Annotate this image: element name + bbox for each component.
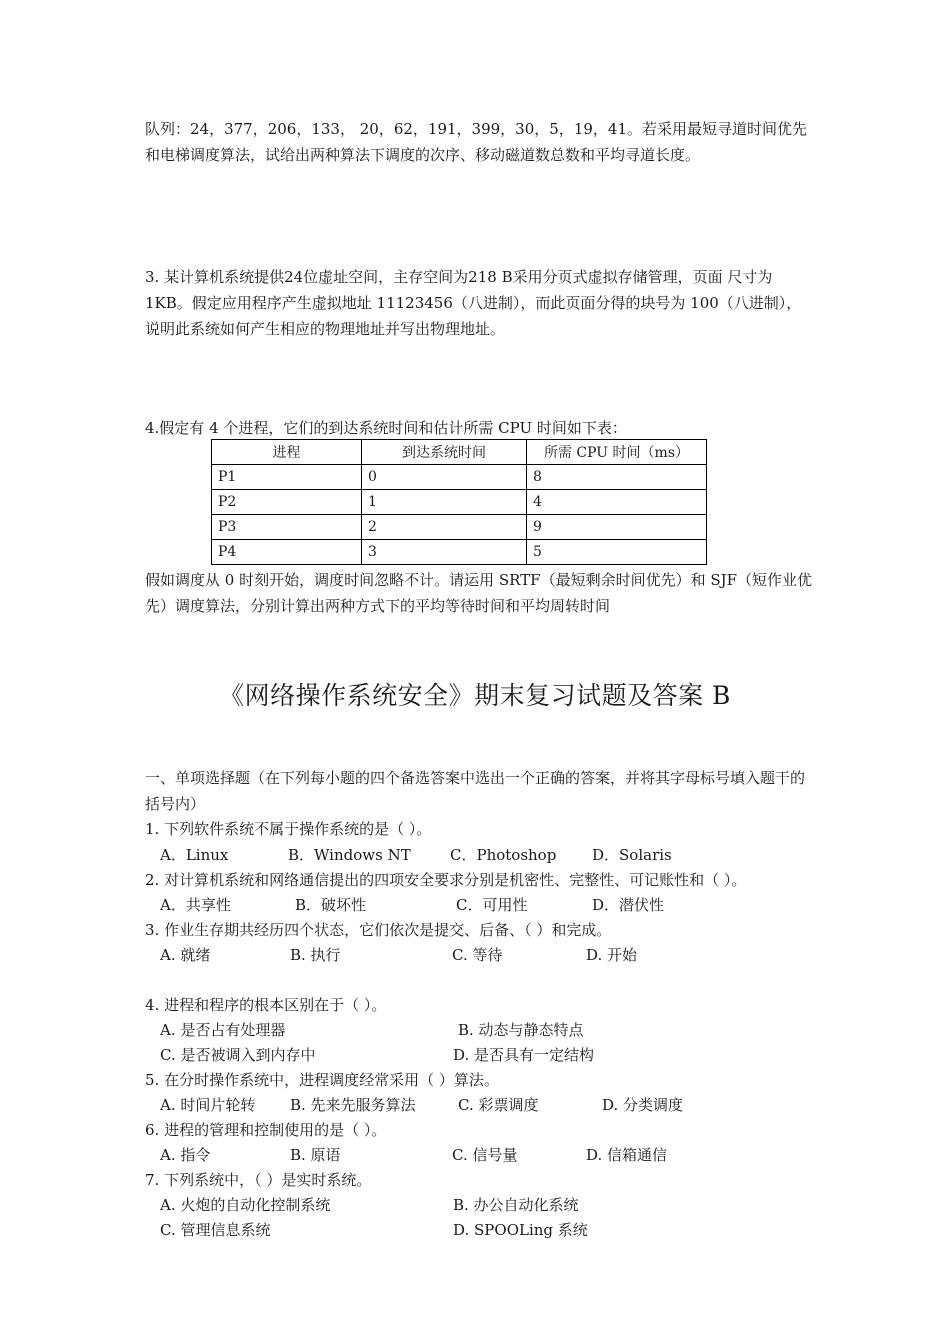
option-b: B. 办公自动化系统 [453,1196,579,1214]
table-row [212,540,707,565]
option-a: A. 是否占有处理器 [160,1021,286,1039]
option-c: C. 彩票调度 [458,1096,539,1114]
option-c: C. 管理信息系统 [160,1221,271,1239]
table-cell: 1 [362,490,527,515]
question-2: 2. 对计算机系统和网络通信提出的四项安全要求分别是机密性、完整性、可记账性和（ ）。 [145,871,747,889]
option-a: A. 时间片轮转 [160,1096,256,1114]
table-header-cell: 进程 [212,440,362,465]
table-header-row [212,440,707,465]
option-b: B. 先来先服务算法 [290,1096,416,1114]
question-6: 6. 进程的管理和控制使用的是（ ）。 [145,1121,387,1139]
table-cell: 9 [527,515,707,540]
question-4-options-row1 [160,1020,840,1040]
option-a: A．Linux [160,846,229,864]
table-cell: 2 [362,515,527,540]
table-cell: 0 [362,465,527,490]
option-d: D．Solaris [592,846,672,864]
table-cell: P2 [212,490,362,515]
option-b: B. 动态与静态特点 [458,1021,584,1039]
option-a: A. 火炮的自动化控制系统 [160,1196,331,1214]
option-c: C. 是否被调入到内存中 [160,1046,316,1064]
table-row [212,490,707,515]
option-d: D．潜伏性 [592,896,665,914]
question-7-options-row1 [160,1195,840,1215]
exam-title: 《网络操作系统安全》期末复习试题及答案 B [219,681,731,710]
option-d: D. SPOOLing 系统 [453,1221,588,1239]
option-c: C．Photoshop [450,846,557,864]
table-cell: 8 [527,465,707,490]
question-3-options [160,945,840,965]
option-c: C. 等待 [452,946,503,964]
table-header-cell: 到达系统时间 [362,440,527,465]
process-table [211,439,707,565]
question-6-options [160,1145,840,1165]
section-heading: 一、单项选择题（在下列每小题的四个备选答案中选出一个正确的答案，并将其字母标号填入题干的括号内） [145,769,806,813]
table-header-cell: 所需 CPU 时间（ms） [527,440,707,465]
table-cell: 5 [527,540,707,565]
question-5: 5. 在分时操作系统中，进程调度经常采用（ ）算法。 [145,1071,499,1089]
table-cell: P4 [212,540,362,565]
option-b: B. 执行 [290,946,341,964]
option-a: A. 指令 [160,1146,211,1164]
question-1-options [160,845,840,865]
table-row [212,465,707,490]
question-5-options [160,1095,840,1115]
option-a: A. 就绪 [160,946,211,964]
virtual-address-question: 3. 某计算机系统提供24位虚址空间，主存空间为218 B采用分页式虚拟存储管理，页面 尺寸为 1KB。假定应用程序产生虚拟地址 11123456（八进制），而此页面分得的块号为 100（八进制），说明此系统如何产生相应的物理地址并写出物理地址。 [145,268,802,338]
scheduling-question: 假如调度从 0 时刻开始，调度时间忽略不计。请运用 SRTF（最短剩余时间优先）和 SJF（短作业优先）调度算法，分别计算出两种方式下的平均等待时间和平均周转时间 [145,571,813,615]
table-cell: P3 [212,515,362,540]
option-b: B．破坏性 [295,896,367,914]
option-b: B．Windows NT [288,846,411,864]
question-1: 1. 下列软件系统不属于操作系统的是（ ）。 [145,820,432,838]
table-cell: 4 [527,490,707,515]
question-3: 3. 作业生存期共经历四个状态，它们依次是提交、后备、（ ）和完成。 [145,921,612,939]
question-2-options [160,895,840,915]
table-row [212,515,707,540]
option-a: A．共享性 [160,896,231,914]
option-b: B. 原语 [290,1146,341,1164]
table-cell: P1 [212,465,362,490]
table-cell: 3 [362,540,527,565]
disk-scheduling-question: 队列：24，377，206，133， 20，62，191，399，30，5，19，41。若采用最短寻道时间优先和电梯调度算法，试给出两种算法下调度的次序、移动磁道数总数和平均寻道长度。 [145,120,807,164]
option-c: C. 信号量 [452,1146,518,1164]
question-4-options-row2 [160,1045,840,1065]
question-7: 7. 下列系统中，（ ）是实时系统。 [145,1171,372,1189]
process-table-intro: 4.假定有 4 个进程，它们的到达系统时间和估计所需 CPU 时间如下表： [145,419,627,437]
option-d: D. 分类调度 [602,1096,684,1114]
option-d: D. 信箱通信 [586,1146,668,1164]
question-7-options-row2 [160,1220,840,1240]
option-d: D. 是否具有一定结构 [453,1046,595,1064]
question-4: 4. 进程和程序的根本区别在于（ ）。 [145,996,387,1014]
option-c: C．可用性 [456,896,528,914]
option-d: D. 开始 [586,946,638,964]
